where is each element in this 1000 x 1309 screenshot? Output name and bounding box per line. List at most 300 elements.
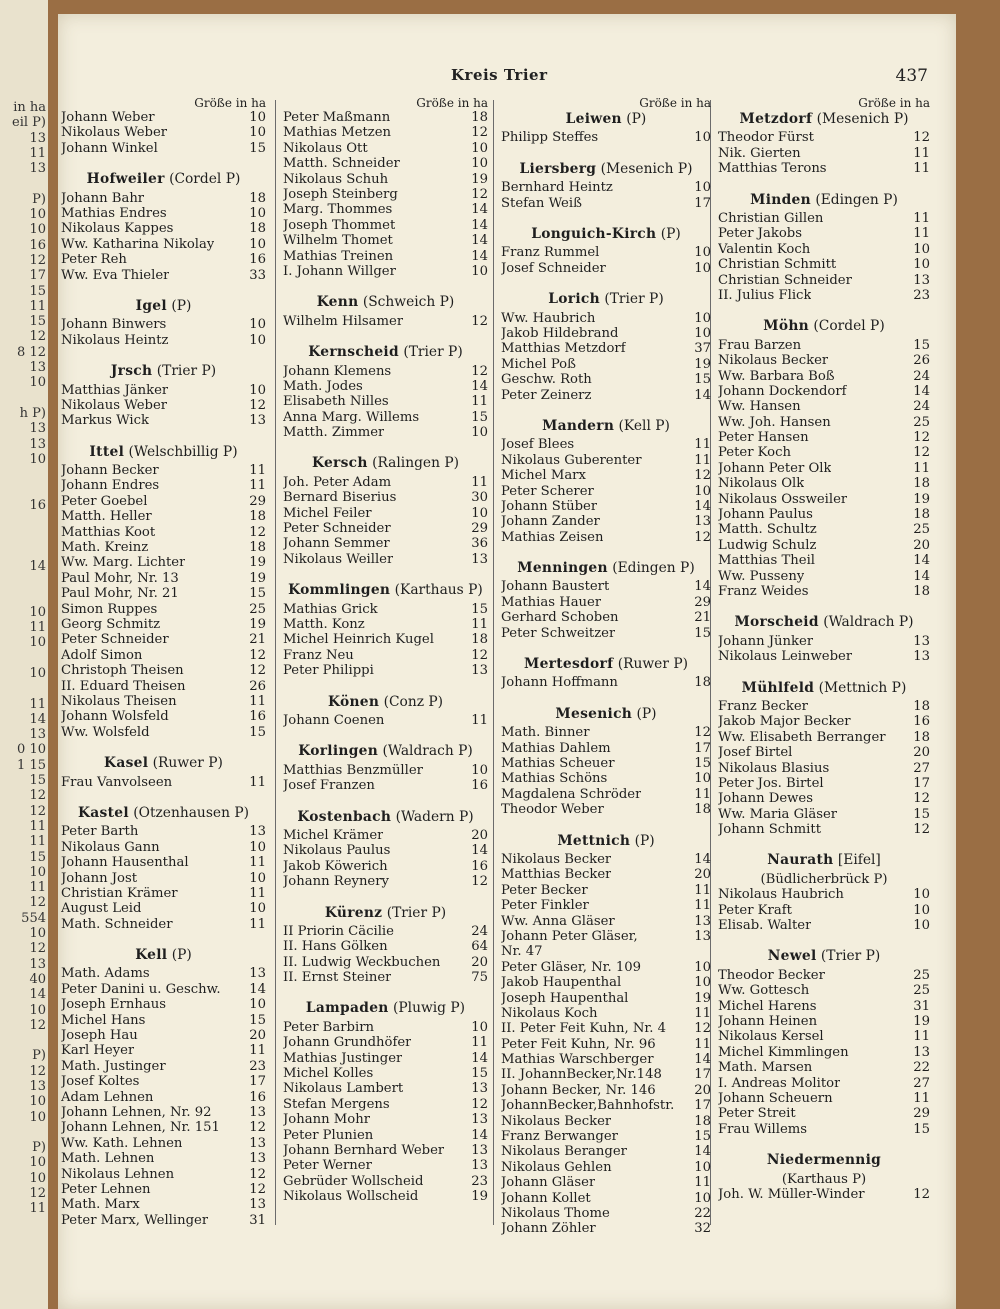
owner-name: Nikolaus Heintz	[61, 332, 169, 348]
margin-number: 13	[29, 421, 46, 437]
village-name: Longuich-Kirch	[531, 225, 657, 242]
owner-name: Nikolaus Becker	[501, 1113, 612, 1129]
owner-name: Johann Stüber	[501, 498, 598, 514]
list-item	[718, 1029, 930, 1044]
owner-name: Georg Schmitz	[61, 617, 161, 632]
margin-number: 10	[29, 451, 46, 467]
owner-name: Adolf Simon	[61, 647, 143, 663]
village-heading	[61, 299, 266, 314]
owner-name: Matthias Benzmüller	[283, 762, 423, 778]
area-ha: 14	[471, 378, 488, 394]
parish-name: (P)	[636, 705, 657, 722]
area-ha: 19	[913, 1014, 930, 1030]
area-ha: 19	[913, 491, 930, 507]
list-item	[61, 1013, 266, 1028]
list-item	[718, 369, 930, 384]
list-item	[283, 264, 488, 279]
village-name: Naurath	[767, 852, 834, 869]
area-ha: 23	[471, 1173, 488, 1189]
owner-name: Matthias Koot	[61, 524, 156, 540]
village-heading	[501, 834, 711, 849]
owner-name: Johann Jünker	[718, 633, 814, 649]
area-ha: 11	[249, 855, 266, 871]
area-ha: 12	[913, 791, 930, 807]
area-ha: 12	[249, 397, 266, 413]
owner-name: Peter Feit Kuhn, Nr. 96	[501, 1036, 656, 1052]
owner-name: Christoph Theisen	[61, 663, 184, 679]
owner-name: Michel Kimmlingen	[718, 1044, 849, 1060]
village-name: Kell	[135, 947, 168, 964]
owner-name: Johann Peter Gläser,	[501, 928, 638, 944]
owner-name: Peter Schneider	[61, 632, 169, 648]
column-3	[501, 96, 711, 1237]
list-item	[61, 1028, 266, 1043]
list-item	[501, 514, 711, 529]
owner-name: August Leid	[61, 901, 142, 917]
owner-name: JohannBecker,Bahnhofstr.	[501, 1098, 675, 1114]
margin-number	[0, 513, 46, 528]
area-ha: 19	[249, 570, 266, 586]
owner-name: Ww. Pusseny	[718, 568, 805, 584]
list-item	[501, 530, 711, 545]
margin-number: 14	[29, 987, 46, 1003]
owner-name: Ww. Marg. Lichter	[61, 555, 186, 571]
list-item	[501, 1175, 711, 1190]
village-name: Igel	[135, 297, 167, 314]
owner-name: Ww. Barbara Boß	[718, 368, 835, 384]
village-name: Hofweiler	[86, 171, 165, 188]
village-name: Mettnich	[557, 832, 631, 849]
list-item	[61, 663, 266, 678]
margin-number: 10	[29, 926, 46, 942]
list-item	[718, 522, 930, 537]
area-ha: 15	[249, 586, 266, 602]
area-ha: 19	[471, 1189, 488, 1205]
owner-name: Christian Schmitt	[718, 257, 837, 273]
area-ha: 10	[249, 317, 266, 333]
parish-name: (Edingen P)	[815, 191, 898, 208]
area-ha: 10	[249, 205, 266, 221]
parish-name: (Waldrach P)	[382, 743, 473, 760]
owner-name: Michel Harens	[718, 998, 817, 1014]
list-item	[718, 430, 930, 445]
list-item	[61, 1074, 266, 1089]
list-item	[501, 453, 711, 468]
list-item	[501, 1114, 711, 1129]
owner-name: Ww. Kath. Lehnen	[61, 1135, 183, 1151]
list-item	[61, 602, 266, 617]
area-ha: 18	[913, 507, 930, 523]
area-ha: 18	[249, 190, 266, 206]
area-ha: 17	[694, 195, 711, 211]
parish-name: (Waldrach P)	[823, 614, 914, 631]
area-ha: 11	[694, 437, 711, 453]
margin-number	[0, 176, 46, 191]
area-ha: 36	[471, 536, 488, 552]
area-ha: 11	[694, 1036, 711, 1052]
owner-name: Nikolaus Leinweber	[718, 649, 853, 665]
area-ha: 13	[694, 928, 711, 944]
village-heading	[718, 193, 930, 208]
list-item	[718, 1014, 930, 1029]
parish-name: (Ralingen P)	[372, 455, 460, 472]
owner-name: II. Julius Flick	[718, 287, 812, 303]
area-ha: 11	[249, 1043, 266, 1059]
area-ha: 19	[249, 617, 266, 632]
list-item	[283, 939, 488, 954]
owner-name: Franz Becker	[718, 698, 808, 714]
owner-name: Nikolaus Koch	[501, 1005, 598, 1021]
owner-name: Matth. Heller	[61, 509, 152, 525]
list-item	[61, 525, 266, 540]
list-item	[61, 317, 266, 332]
list-item	[283, 552, 488, 567]
list-item	[501, 626, 711, 641]
margin-number: 17	[29, 268, 46, 284]
margin-number: 11	[29, 1201, 46, 1217]
owner-name: Theodor Becker	[718, 967, 825, 983]
list-item	[718, 384, 930, 399]
area-ha: 13	[249, 1151, 266, 1167]
area-ha: 17	[249, 1074, 266, 1090]
area-ha: 15	[913, 806, 930, 822]
area-ha: 12	[694, 1021, 711, 1037]
village-heading	[283, 810, 488, 825]
area-ha: 20	[913, 537, 930, 553]
margin-number: 40	[29, 971, 46, 987]
list-item	[501, 741, 711, 756]
owner-name: Peter Becker	[501, 882, 588, 898]
list-item	[501, 725, 711, 740]
list-item	[718, 999, 930, 1014]
list-item	[501, 1067, 711, 1082]
area-ha: 14	[249, 981, 266, 997]
owner-name: Elisab. Walter	[718, 918, 812, 934]
owner-name: Franz Berwanger	[501, 1129, 618, 1145]
list-item	[283, 506, 488, 521]
list-item	[283, 1189, 488, 1204]
list-item	[283, 364, 488, 379]
list-item	[61, 709, 266, 724]
area-ha: 13	[694, 514, 711, 530]
area-ha: 27	[913, 1075, 930, 1091]
owner-name: Joseph Steinberg	[283, 186, 398, 202]
village-name: Kasel	[104, 755, 149, 772]
owner-name: Matth. Schneider	[283, 156, 400, 172]
list-item	[283, 125, 488, 140]
owner-name: Nik. Gierten	[718, 145, 801, 161]
parish-name: [Eifel]	[837, 852, 881, 869]
owner-name: Nikolaus Blasius	[718, 760, 830, 776]
list-item	[283, 632, 488, 647]
owner-name: Matthias Metzdorf	[501, 341, 626, 357]
list-item	[283, 314, 488, 329]
list-item	[61, 1182, 266, 1197]
village-name: Ittel	[89, 443, 125, 460]
owner-name: Wilhelm Hilsamer	[283, 313, 404, 329]
column-header: Größe in ha	[639, 96, 711, 110]
margin-number: 13	[29, 956, 46, 972]
area-ha: 37	[694, 341, 711, 357]
list-item	[501, 579, 711, 594]
area-ha: 12	[913, 822, 930, 838]
owner-name: Bernard Biserius	[283, 490, 397, 506]
owner-name: Nikolaus Becker	[718, 353, 829, 369]
list-item	[501, 1144, 711, 1159]
village-heading	[61, 806, 266, 821]
list-item	[61, 1167, 266, 1182]
list-item	[718, 226, 930, 241]
page-title: Kreis Trier	[451, 66, 548, 84]
area-ha: 13	[913, 649, 930, 665]
owner-name: Michel Kolles	[283, 1066, 374, 1082]
owner-name: Math. Jodes	[283, 378, 363, 394]
area-ha: 19	[471, 171, 488, 187]
village-name: Lorich	[548, 291, 600, 308]
list-item	[61, 398, 266, 413]
list-item	[718, 649, 930, 664]
margin-number: 12	[29, 1186, 46, 1202]
owner-name: Johann Heinen	[718, 1014, 818, 1030]
column-divider	[493, 100, 494, 1225]
area-ha: 25	[913, 983, 930, 999]
area-ha: 29	[471, 521, 488, 537]
owner-name: Joseph Hau	[61, 1028, 138, 1044]
village-name: Möhn	[763, 318, 810, 335]
area-ha: 20	[694, 867, 711, 883]
margin-number	[0, 391, 46, 406]
area-ha: 18	[249, 540, 266, 556]
owner-name: Geschw. Roth	[501, 372, 592, 388]
margin-number: 12	[29, 329, 46, 345]
list-item	[718, 584, 930, 599]
list-item	[283, 172, 488, 187]
owner-name: Nikolaus Weiller	[283, 551, 394, 567]
list-item	[718, 161, 930, 176]
village-heading	[283, 695, 488, 710]
owner-name: Peter Philippi	[283, 663, 374, 679]
list-item	[61, 1043, 266, 1058]
owner-name: Peter Barbirn	[283, 1019, 374, 1035]
list-item	[718, 776, 930, 791]
margin-number: 13	[29, 130, 46, 146]
owner-name: Math. Justinger	[61, 1058, 166, 1074]
owner-name: Johann Winkel	[61, 140, 158, 156]
parish-name: (Edingen P)	[612, 560, 695, 577]
margin-number: 10	[29, 222, 46, 238]
owner-name: Ww. Joh. Hansen	[718, 414, 831, 430]
list-item	[283, 187, 488, 202]
list-item	[718, 1076, 930, 1091]
owner-name: Josef Franzen	[283, 778, 375, 794]
area-ha: 15	[471, 1066, 488, 1082]
owner-name: Johann Hoffmann	[501, 675, 618, 691]
area-ha: 12	[913, 130, 930, 146]
owner-name: Nikolaus Schuh	[283, 171, 389, 187]
margin-number	[0, 590, 46, 605]
area-ha: 10	[694, 959, 711, 975]
list-item	[501, 326, 711, 341]
owner-name: Nikolaus Ossweiler	[718, 491, 848, 507]
owner-name: Johann Becker, Nr. 146	[501, 1082, 656, 1098]
owner-name: Ww. Katharina Nikolay	[61, 236, 215, 252]
owner-name: Mathias Endres	[61, 205, 167, 221]
area-ha: 15	[694, 625, 711, 641]
owner-name: Peter Schweitzer	[501, 625, 616, 641]
owner-name: Math. Kreinz	[61, 540, 149, 556]
margin-number: 12	[29, 895, 46, 911]
village-heading	[283, 295, 488, 310]
owner-name: Nikolaus Theisen	[61, 693, 177, 709]
owner-name: Christian Schneider	[718, 272, 852, 288]
owner-name: Math. Marx	[61, 1197, 140, 1213]
list-item	[501, 1191, 711, 1206]
list-item	[61, 694, 266, 709]
owner-name: Nikolaus Thome	[501, 1205, 610, 1221]
area-ha: 22	[913, 1060, 930, 1076]
area-ha: 12	[249, 1166, 266, 1182]
list-item	[718, 476, 930, 491]
area-ha: 13	[249, 1135, 266, 1151]
margin-number: 12	[29, 1017, 46, 1033]
list-item	[501, 802, 711, 817]
column-2	[283, 96, 488, 1205]
area-ha: 29	[694, 594, 711, 610]
list-item	[61, 617, 266, 632]
owner-name: Johann Wolsfeld	[61, 709, 169, 725]
owner-name: Matthias Theil	[718, 553, 816, 569]
owner-name: Johann Zöhler	[501, 1221, 596, 1237]
owner-name: Frau Willems	[718, 1121, 808, 1137]
village-heading	[718, 681, 930, 696]
list-item	[501, 610, 711, 625]
area-ha: 11	[694, 1175, 711, 1191]
area-ha: 14	[471, 1050, 488, 1066]
owner-name: Jakob Köwerich	[283, 858, 388, 874]
list-item	[718, 968, 930, 983]
owner-name: Peter Scherer	[501, 483, 594, 499]
margin-number: 12	[29, 252, 46, 268]
list-item	[283, 156, 488, 171]
owner-name: Matth. Schultz	[718, 522, 817, 538]
margin-number: 8 12	[17, 344, 46, 360]
village-heading	[501, 657, 711, 672]
village-heading	[501, 419, 711, 434]
list-item	[718, 288, 930, 303]
area-ha: 14	[471, 217, 488, 233]
area-ha: 18	[913, 698, 930, 714]
area-ha: 10	[694, 245, 711, 261]
owner-name: Theodor Fürst	[718, 130, 814, 146]
list-item	[61, 725, 266, 740]
area-ha: 15	[249, 1012, 266, 1028]
owner-name: II. JohannBecker,Nr.148	[501, 1067, 662, 1083]
owner-name: Paul Mohr, Nr. 21	[61, 586, 179, 602]
area-ha: 10	[913, 902, 930, 918]
list-item	[283, 425, 488, 440]
owner-name: Nikolaus Lehnen	[61, 1166, 175, 1182]
margin-number: 15	[29, 283, 46, 299]
area-ha: 21	[694, 610, 711, 626]
margin-number: 12	[29, 1063, 46, 1079]
area-ha: 10	[913, 887, 930, 903]
owner-name: Nikolaus Weber	[61, 125, 168, 141]
owner-name: Matthias Terons	[718, 161, 827, 177]
margin-number	[0, 482, 46, 497]
area-ha: 20	[913, 745, 930, 761]
owner-name: Jakob Hildebrand	[501, 325, 619, 341]
area-ha: 13	[913, 1044, 930, 1060]
list-item	[283, 379, 488, 394]
village-heading	[501, 292, 711, 307]
owner-name: Mathias Dahlem	[501, 740, 611, 756]
list-item	[283, 233, 488, 248]
owner-name: Johann Bernhard Weber	[283, 1143, 445, 1159]
column-header: Größe in ha	[416, 96, 488, 110]
margin-number: 10	[29, 207, 46, 223]
village-heading	[61, 172, 266, 187]
list-item	[283, 874, 488, 889]
list-item	[61, 997, 266, 1012]
area-ha: 11	[913, 226, 930, 242]
owner-name: Johann Peter Olk	[718, 460, 832, 476]
list-item	[283, 617, 488, 632]
list-item	[61, 632, 266, 647]
area-ha: 10	[694, 260, 711, 276]
area-ha: 18	[913, 729, 930, 745]
parish-name: (Cordel P)	[813, 318, 885, 335]
list-item	[61, 1105, 266, 1120]
list-item	[501, 771, 711, 786]
area-ha: 12	[471, 186, 488, 202]
owner-name: Johann Paulus	[718, 507, 813, 523]
area-ha: 15	[471, 409, 488, 425]
owner-name: Ww. Maria Gläser	[718, 806, 838, 822]
village-name: Niedermennig	[766, 1152, 882, 1169]
area-ha: 25	[249, 601, 266, 617]
area-ha: 10	[471, 140, 488, 156]
area-ha: 10	[249, 332, 266, 348]
list-item	[501, 898, 711, 913]
village-name: Menningen	[517, 560, 608, 577]
village-name: Kersch	[311, 455, 368, 472]
owner-name: Johann Zander	[501, 514, 600, 530]
area-ha: 14	[471, 202, 488, 218]
village-heading	[501, 112, 711, 127]
village-heading	[61, 756, 266, 771]
parish-name: (Kell P)	[618, 417, 670, 434]
list-item	[283, 249, 488, 264]
list-item	[501, 852, 711, 867]
area-ha: 20	[694, 1082, 711, 1098]
area-ha: 24	[913, 368, 930, 384]
margin-number: 10	[29, 604, 46, 620]
list-item	[718, 507, 930, 522]
area-ha: 17	[913, 775, 930, 791]
list-item	[501, 1021, 711, 1036]
margin-number: 10	[29, 1002, 46, 1018]
list-item	[718, 634, 930, 649]
owner-name: II. Hans Gölken	[283, 939, 388, 955]
list-item	[61, 1136, 266, 1151]
parish-name: (P)	[626, 111, 647, 127]
area-ha: 20	[249, 1028, 266, 1044]
village-heading	[61, 948, 266, 963]
owner-name: Math. Marsen	[718, 1060, 813, 1076]
owner-name: Nikolaus Guberenter	[501, 452, 642, 468]
list-item	[61, 679, 266, 694]
area-ha: 23	[249, 1058, 266, 1074]
